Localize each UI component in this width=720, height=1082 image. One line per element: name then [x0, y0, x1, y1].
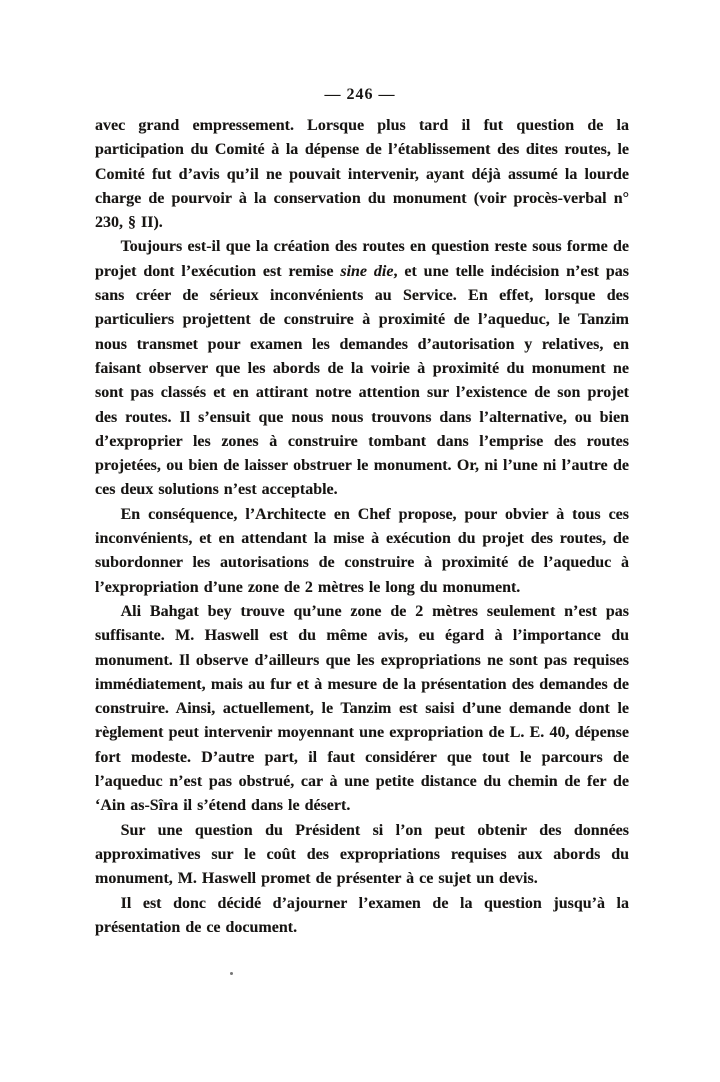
- scan-artifact-speck: [230, 972, 233, 975]
- paragraph-4: Ali Bahgat bey trouve qu’une zone de 2 mètres seulement n’est pas suffisante. M. Haswell est du même avis, eu égard à l’importance du monument. Il observe d’ailleurs que les expropriations ne sont pas requises immédiatement, mais au fur et à mesure de la présentation des demandes de construire. Ainsi, actuellement, le Tanzim est saisi d’une demande dont le règlement peut intervenir moyennant une expropriation de L. E. 40, dépense fort modeste. D’autre part, il faut considérer que tout le parcours de l’aqueduc n’est pas obstrué, car à une petite distance du chemin de fer de ‘Ain as-Sîra il s’étend dans le désert.: [95, 602, 629, 815]
- paragraph-2-text-post: , et une telle indécision n’est pas sans créer de sérieux inconvénients au Service. En effet, lorsque des particuliers projettent de construire à proximité de l’aqueduc, le Tanzim nous transmet pour examen les demandes d’autorisation y relatives, en faisant observer que les abords de la voirie à proximité du monument ne sont pas classés et en attirant notre attention sur l’existence de son projet des routes. Il s’ensuit que nous nous trouvons dans l’alternative, ou bien d’exproprier les zones à construire tombant dans l’emprise des routes projetées, ou bien de laisser obstruer le monument. Or, ni l’une ni l’autre de ces deux solutions n’est acceptable.: [95, 262, 630, 499]
- paragraph-5: Sur une question du Président si l’on peut obtenir des données approximatives sur le coût des expropriations requises aux abords du monument, M. Haswell promet de présenter à ce sujet un devis.: [95, 821, 629, 888]
- paragraph-3: En conséquence, l’Architecte en Chef propose, pour obvier à tous ces inconvénients, et en attendant la mise à exécution du projet des routes, de subordonner les autorisations de construire à proximité de l’aqueduc à l’expropriation d’une zone de 2 mètres le long du monument.: [95, 505, 629, 596]
- page-number-header: — 246 —: [324, 86, 396, 103]
- paragraph-2: [95, 235, 629, 502]
- paragraph-1: avec grand empressement. Lorsque plus tard il fut question de la participation du Comité à la dépense de l’établissement des dites routes, le Comité fut d’avis qu’il ne pouvait intervenir, ayant déjà assumé la lourde charge de pourvoir à la conservation du monument (voir procès-verbal n° 230, § II).: [95, 117, 629, 232]
- paragraph-6: Il est donc décidé d’ajourner l’examen de la question jusqu’à la présentation de ce document.: [95, 894, 629, 936]
- paragraph-2-text-pre: Toujours est-il que la création des routes en question reste sous forme de projet dont l’exécution est remise: [95, 238, 629, 280]
- latin-phrase-sine-die: sine die: [340, 262, 394, 280]
- text-block: [95, 114, 629, 940]
